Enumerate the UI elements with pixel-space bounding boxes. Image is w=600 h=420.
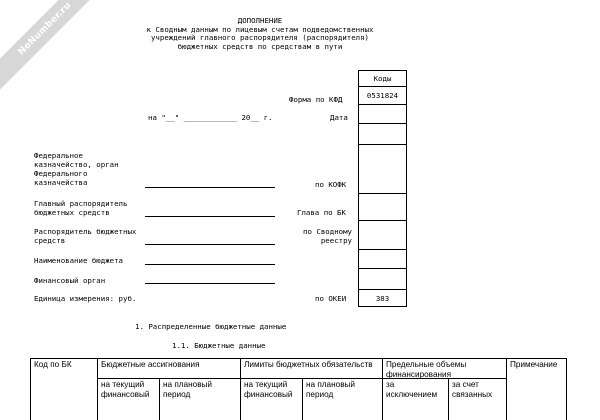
blank-code-cell: [358, 123, 407, 145]
date-label: Дата: [330, 113, 348, 122]
section-1-heading: 1. Распределенные бюджетные данные: [135, 322, 287, 331]
sub-current-assign: на текущий финансовый: [97, 378, 159, 420]
col-volumes-header: Предельные объемы финансирования: [382, 358, 506, 378]
title-line: к Сводным данным по лицевым счетам подведомственных: [146, 24, 374, 34]
okud-label: Форма по КФД: [289, 95, 343, 104]
treasury-underline: [145, 187, 275, 188]
budget-code-cell: [358, 249, 407, 269]
registry-label: по Сводному реестру: [303, 227, 352, 245]
budget-name-label: Наименование бюджета: [34, 256, 123, 265]
finance-code-cell: [358, 268, 407, 290]
budget-name-underline: [145, 264, 275, 265]
budget-data-table: [30, 358, 567, 420]
manager-underline: [145, 244, 275, 245]
title-line: учреждений главного распорядителя (распорядителя): [150, 33, 370, 43]
sub-except-volumes: за исключением: [382, 378, 448, 420]
kofk-code-cell: [358, 144, 407, 194]
col-assign-header: Бюджетные ассигнования: [97, 358, 240, 378]
section-1-1-heading: 1.1. Бюджетные данные: [172, 341, 266, 350]
okei-code-cell: 383: [358, 289, 407, 307]
kofk-label: по КОФК: [315, 180, 347, 189]
date-line: на "__" ____________ 20__ г.: [148, 113, 273, 122]
okei-label: по ОКЕИ: [315, 294, 347, 303]
title-line: бюджетных средств по средствам в пути: [177, 41, 343, 51]
okud-code-cell: 0531824: [358, 86, 407, 105]
chief-code-cell: [358, 193, 407, 221]
sub-current-limits: на текущий финансовый: [240, 378, 302, 420]
col-limits-header: Лимиты бюджетных обязательств: [240, 358, 382, 378]
sub-plan-assign: на плановый период: [159, 378, 240, 420]
registry-code-cell: [358, 220, 407, 250]
codes-header: Коды: [358, 70, 407, 87]
chief-manager-underline: [145, 216, 275, 217]
title-line: ДОПОЛНЕНИЕ: [237, 16, 283, 25]
document-title: [80, 17, 440, 51]
treasury-label: Федеральное казначейство, орган Федерального казначейства: [34, 151, 119, 187]
finance-body-label: Финансовый орган: [34, 276, 106, 285]
sub-plan-limits: на плановый период: [302, 378, 382, 420]
unit-label: Единица измерения: руб.: [34, 294, 137, 303]
watermark-text: NoNumber.ru: [16, 0, 74, 58]
manager-label: Распорядитель бюджетных средств: [34, 227, 137, 245]
chief-manager-label: Главный распорядитель бюджетных средств: [34, 199, 128, 217]
col-note-header: Примечание: [506, 358, 567, 420]
sub-linked-volumes: за счет связанных: [448, 378, 506, 420]
col-kbk-header: Код по БК: [30, 358, 97, 420]
finance-body-underline: [145, 283, 275, 284]
date-code-cell: [358, 104, 407, 124]
chief-code-label: Глава по БК: [297, 208, 346, 217]
